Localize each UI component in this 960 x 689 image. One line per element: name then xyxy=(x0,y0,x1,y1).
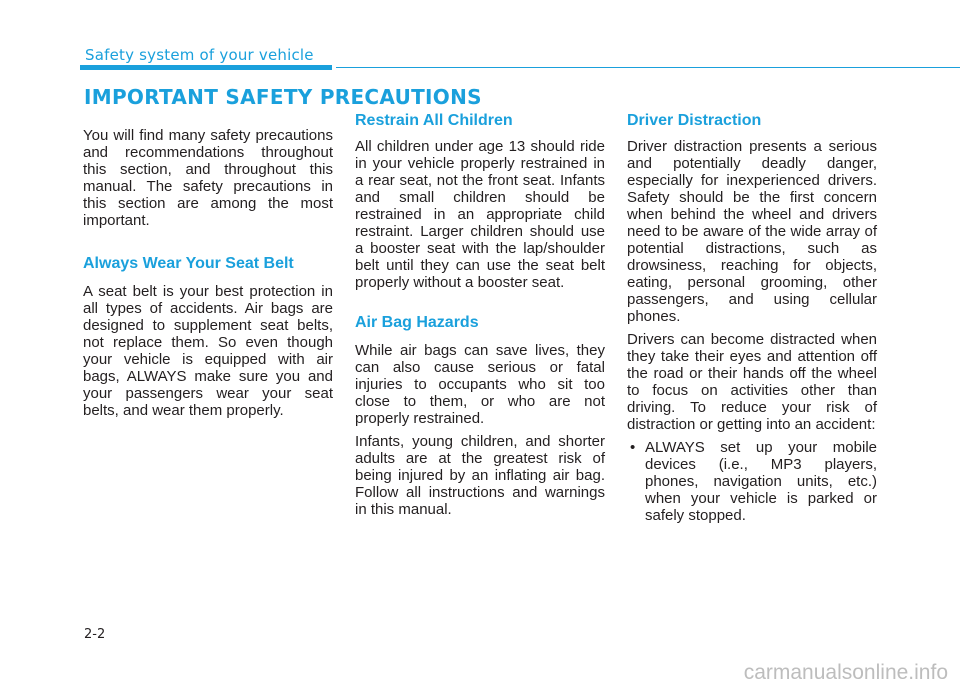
column-1 xyxy=(83,127,333,425)
section-title: IMPORTANT SAFETY PRECAUTIONS xyxy=(84,85,482,109)
bullet-dot-icon: • xyxy=(630,439,636,456)
airbag-paragraph-1: While air bags can save lives, they can also cause serious or fatal injuries to occupants who sit too close to them, or who are not properly restrained. xyxy=(355,342,605,427)
distraction-paragraph-2: Drivers can become distracted when they take their eyes and attention off the road or their hands off the wheel to focus on activities other than driving. To reduce your risk of distraction or getting into an accident: xyxy=(627,331,877,433)
seatbelt-heading: Always Wear Your Seat Belt xyxy=(83,255,294,272)
distraction-heading: Driver Distraction xyxy=(627,112,762,129)
bullet-text: ALWAYS set up your mobile devices (i.e., MP3 players, phones, navigation units, etc.) when your vehicle is parked or safely stopped. xyxy=(645,439,877,524)
children-heading: Restrain All Children xyxy=(355,112,513,129)
column-2 xyxy=(355,112,605,524)
bullet-item xyxy=(627,439,877,524)
header-rule-thick xyxy=(80,65,332,70)
intro-paragraph: You will find many safety precautions and recommendations throughout this section, and throughout this manual. The safety precautions in this section are among the most important. xyxy=(83,127,333,229)
column-3 xyxy=(627,112,877,524)
page-number: 2-2 xyxy=(84,627,106,642)
chapter-header: Safety system of your vehicle xyxy=(85,46,314,64)
seatbelt-paragraph: A seat belt is your best protection in all types of accidents. Air bags are designed to supplement seat belts, not replace them. So even though your vehicle is equipped with air bags, ALWAYS make sure you and your passengers wear your seat belts, and wear them properly. xyxy=(83,283,333,419)
distraction-paragraph-1: Driver distraction presents a serious and potentially deadly danger, especially for inexperienced drivers. Safety should be the first concern when behind the wheel and drivers need to be aware of the wide array of potential distractions, such as drowsiness, reaching for objects, eating, personal grooming, other passengers, and using cellular phones. xyxy=(627,138,877,325)
children-paragraph: All children under age 13 should ride in your vehicle properly restrained in a rear seat, not the front seat. Infants and small children should be restrained in an appropriate child restraint. Larger children should use a booster seat with the lap/shoulder belt until they can use the seat belt properly without a booster seat. xyxy=(355,138,605,291)
header-rule-thin xyxy=(336,67,960,68)
airbag-paragraph-2: Infants, young children, and shorter adults are at the greatest risk of being injured by an inflating air bag. Follow all instructions and warnings in this manual. xyxy=(355,433,605,518)
watermark: carmanualsonline.info xyxy=(743,661,948,684)
airbag-heading: Air Bag Hazards xyxy=(355,314,479,331)
